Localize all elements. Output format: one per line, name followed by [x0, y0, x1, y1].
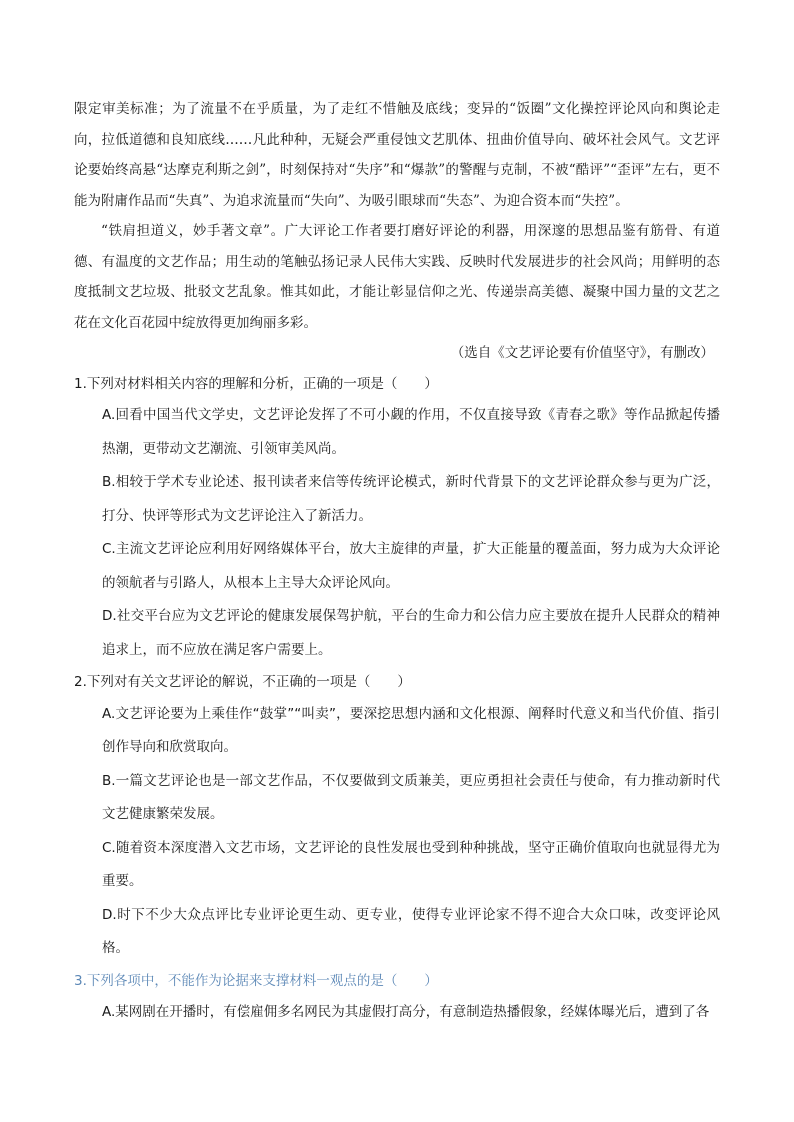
passage-source: （选自《文艺评论要有价值坚守》，有删改）: [450, 345, 714, 361]
question-3-option-a: A.某网剧在开播时，有偿雇佣多名网民为其虚假打高分，有意制造热播假象，经媒体曝光后，遭到了各: [102, 1004, 710, 1020]
question-2-stem: 2.下列对有关文艺评论的解说，不正确的一项是（ ）: [74, 674, 411, 690]
question-2-option-d: D.时下不少大众点评比专业评论更生动、更专业，使得专业评论家不得不迎合大众口味，改变评论风格。: [102, 906, 720, 956]
question-1-stem: 1.下列对材料相关内容的理解和分析，正确的一项是（ ）: [74, 375, 438, 392]
top-margin: [74, 0, 720, 94]
question-1-option-a: A.回看中国当代文学史，文艺评论发挥了不可小觑的作用，不仅直接导致《青春之歌》等作品掀起传播热潮，更带动文艺潮流、引领审美风尚。: [102, 407, 720, 457]
question-2-option-c: C.随着资本深度潜入文艺市场，文艺评论的良性发展也受到种种挑战，坚守正确价值取向也就显得尤为重要。: [102, 839, 720, 889]
passage-paragraph-2: “铁肩担道义，妙手著文章”。广大评论工作者要打磨好评论的利器，用深邃的思想品鉴有筋骨、有道德、有温度的文艺作品；用生动的笔触弘扬记录人民伟大实践、反映时代发展进步的社会风尚；用鲜明的态度抵制文艺垃圾、批驳文艺乱象。惟其如此，才能让彰显信仰之光、传递崇高美德、凝聚中国力量的文艺之花在文化百花园中绽放得更加绚丽多彩。: [74, 223, 720, 331]
question-1-option-b: B.相较于学术专业论述、报刊读者来信等传统评论模式，新时代背景下的文艺评论群众参与更为广泛，打分、快评等形式为文艺评论注入了新活力。: [102, 474, 720, 524]
passage-paragraph-1: 限定审美标准；为了流量不在乎质量，为了走红不惜触及底线；变异的“饭圈”文化操控评论风向和舆论走向，拉低道德和良知底线……凡此种种，无疑会严重侵蚀文艺肌体、扭曲价值导向、破坏社会风气。文艺评论要始终高悬“达摩克利斯之剑”，时刻保持对“失序”和“爆款”的警醒与克制，不被“酷评”“歪评”左右，更不能为附庸作品而“失真”、为追求流量而“失向”、为吸引眼球而“失态”、为迎合资本而“失控”。: [74, 101, 720, 209]
question-2-option-b: B.一篇文艺评论也是一部文艺作品，不仅要做到文质兼美，更应勇担社会责任与使命，有力推动新时代文艺健康繁荣发展。: [102, 772, 720, 822]
question-1-option-c: C.主流文艺评论应利用好网络媒体平台，放大主旋律的声量，扩大正能量的覆盖面，努力成为大众评论的领航者与引路人，从根本上主导大众评论风向。: [102, 541, 720, 591]
question-2-option-a: A.文艺评论要为上乘佳作“鼓掌”“叫卖”，要深挖思想内涵和文化根源、阐释时代意义和当代价值、指引创作导向和欣赏取向。: [102, 705, 720, 755]
question-1-option-d: D.社交平台应为文艺评论的健康发展保驾护航，平台的生命力和公信力应主要放在提升人民群众的精神追求上，而不应放在满足客户需要上。: [102, 608, 720, 658]
question-3-stem: 3.下列各项中，不能作为论据来支撑材料一观点的是（ ）: [74, 972, 438, 989]
